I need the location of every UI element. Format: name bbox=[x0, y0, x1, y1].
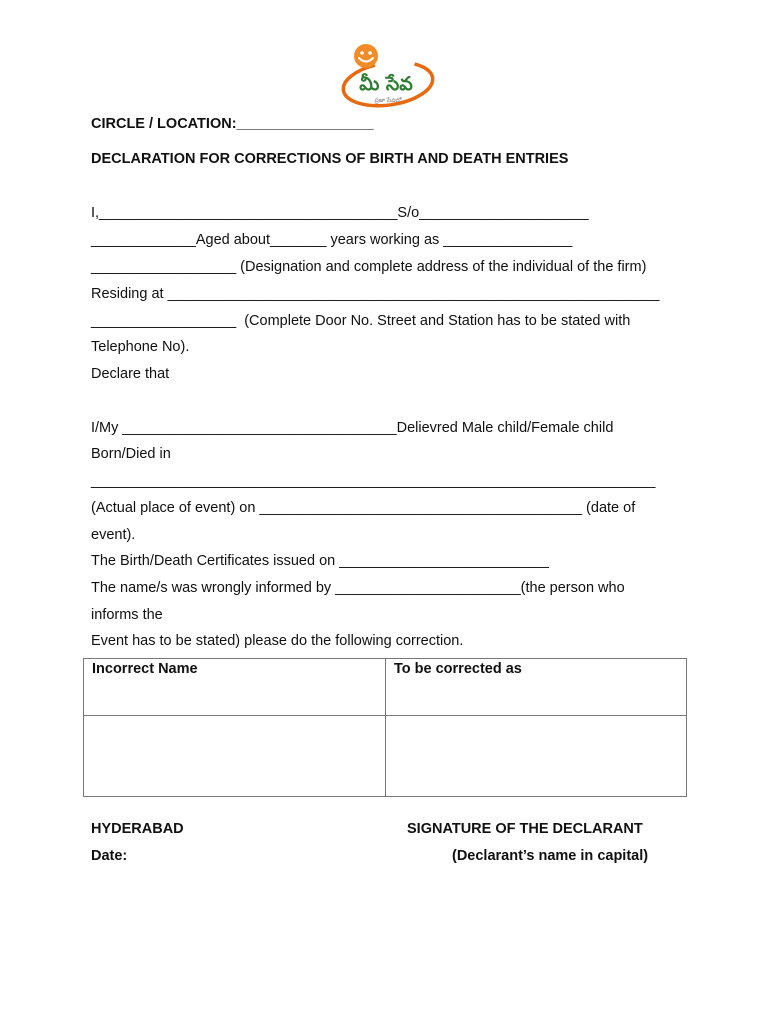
residence-line: Residing at _____________________________________________________________ bbox=[91, 286, 660, 302]
event-line: event). bbox=[91, 527, 136, 543]
wrongly-informed-line: The name/s was wrongly informed by _______________________(the person who bbox=[91, 580, 625, 596]
incorrect-name-header: Incorrect Name bbox=[84, 659, 386, 716]
logo-tagline-text: ప్రజా సేవలో bbox=[374, 97, 402, 104]
signature-label: SIGNATURE OF THE DECLARANT bbox=[407, 821, 643, 837]
certificate-issued-line: The Birth/Death Certificates issued on __________________________ bbox=[91, 553, 549, 569]
child-line: I/My __________________________________Delievred Male child/Female child bbox=[91, 420, 614, 436]
corrected-as-cell[interactable] bbox=[386, 716, 687, 797]
table-header-row bbox=[84, 659, 687, 716]
place-blank-line: ______________________________________________________________________ bbox=[91, 473, 656, 489]
corrected-as-header: To be corrected as bbox=[386, 659, 687, 716]
declarant-name-line: I,_____________________________________S/o_____________________ bbox=[91, 205, 589, 221]
designation-line: __________________ (Designation and complete address of the individual of the firm) bbox=[91, 259, 647, 275]
place-label: HYDERABAD bbox=[91, 821, 184, 837]
correction-table bbox=[83, 658, 687, 797]
mee-seva-logo-icon bbox=[336, 42, 436, 110]
age-occupation-line: _____________Aged about_______ years working as ________________ bbox=[91, 232, 573, 248]
logo-name-text: మీ సేవ bbox=[359, 73, 413, 95]
door-number-line: __________________ (Complete Door No. Street and Station has to be stated with bbox=[91, 313, 631, 329]
date-label: Date: bbox=[91, 848, 128, 864]
declarant-name-note: (Declarant’s name in capital) bbox=[452, 848, 649, 864]
correction-request-line: Event has to be stated) please do the following correction. bbox=[91, 633, 464, 649]
place-of-event-line: (Actual place of event) on ________________________________________ (date of bbox=[91, 500, 636, 516]
telephone-line: Telephone No). bbox=[91, 339, 190, 355]
mee-seva-logo bbox=[336, 42, 436, 110]
table-row bbox=[84, 716, 687, 797]
incorrect-name-cell[interactable] bbox=[84, 716, 386, 797]
born-died-line: Born/Died in bbox=[91, 446, 171, 462]
circle-location-field: CIRCLE / LOCATION:_________________ bbox=[91, 116, 374, 132]
declare-that-line: Declare that bbox=[91, 366, 170, 382]
informs-line: informs the bbox=[91, 607, 163, 623]
form-title: DECLARATION FOR CORRECTIONS OF BIRTH AND DEATH ENTRIES bbox=[91, 151, 569, 167]
